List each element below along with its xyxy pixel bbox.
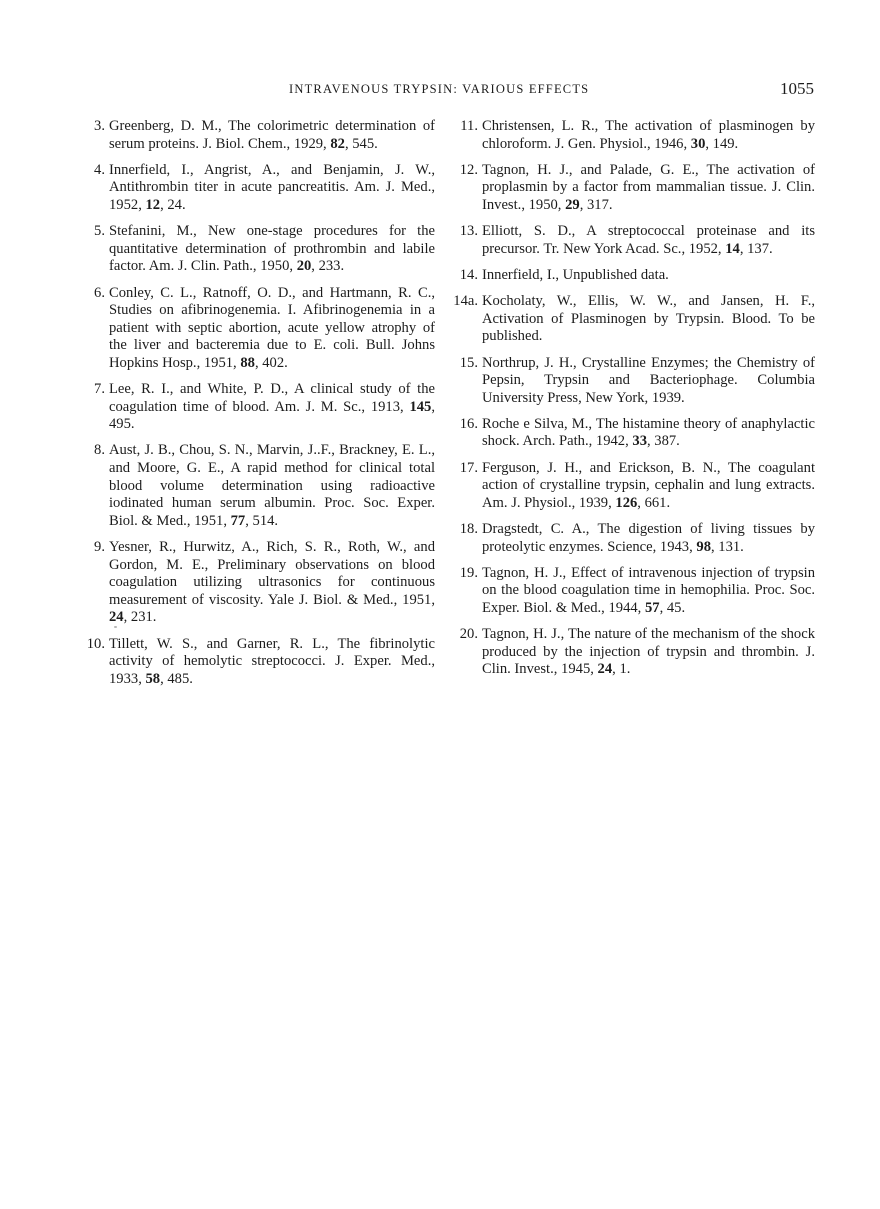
reference-number: 9 . [75, 539, 105, 557]
reference-item [75, 118, 435, 153]
reference-number: 17 . [448, 460, 478, 478]
reference-citation: Tillett, W. S., and Garner, R. L., The fibrinolytic activity of hemolytic streptococci. J. Exper. Med., 1933, [109, 635, 435, 687]
reference-number: 15 . [448, 355, 478, 373]
reference-item [448, 521, 815, 556]
reference-citation: Elliott, S. D., A streptococcal proteinase and its precursor. Tr. New York Acad. Sc., 1952, [482, 223, 815, 257]
reference-number: 12 . [448, 162, 478, 180]
reference-citation: Northrup, J. H., Crystalline Enzymes; the Chemistry of Pepsin, Trypsin and Bacteriophage. Columbia University Press, New York, 1939. [482, 354, 815, 406]
reference-number: 6 . [75, 285, 105, 303]
reference-volume: 24 [109, 609, 124, 626]
reference-number: 14a . [448, 293, 478, 311]
reference-pages: , 24. [160, 196, 186, 213]
reference-number: 3 . [75, 118, 105, 136]
reference-item [448, 267, 815, 285]
reference-volume: 77 [230, 512, 246, 529]
reference-text [109, 539, 435, 627]
reference-pages: , 402. [254, 354, 288, 371]
reference-pages: , 137. [739, 240, 773, 257]
reference-pages: , 45. [659, 600, 686, 616]
reference-number: 16 . [448, 416, 478, 434]
reference-volume: 98 [696, 538, 711, 555]
reference-item [448, 118, 815, 153]
reference-pages: , 149. [705, 135, 739, 152]
reference-item [448, 626, 815, 679]
reference-citation: Tagnon, H. J., and Palade, G. E., The activation of proplasmin by a factor from mammalian tissue. J. Clin. Invest., 1950, [482, 161, 815, 213]
reference-number: 13 . [448, 223, 478, 241]
reference-item [75, 442, 435, 530]
reference-citation: Stefanini, M., New one-stage procedures for the quantitative determination of prothrombin and labile factor. Am. J. Clin. Path., 1950, [109, 223, 435, 275]
reference-volume: 88 [240, 354, 255, 371]
reference-citation: Innerfield, I., Unpublished data. [482, 266, 669, 283]
reference-pages: , 131. [710, 538, 744, 555]
reference-number: 4 . [75, 162, 105, 180]
reference-volume: 14 [725, 240, 740, 257]
reference-text [109, 636, 435, 689]
reference-volume: 33 [632, 433, 647, 450]
reference-volume: 126 [615, 494, 638, 511]
reference-citation: Kocholaty, W., Ellis, W. W., and Jansen, H. F., Activation of Plasminogen by Trypsin. Blood. To be published. [482, 293, 815, 345]
reference-volume: 30 [690, 135, 706, 152]
reference-pages: , 661. [637, 494, 671, 511]
reference-volume: 145 [409, 398, 432, 415]
reference-volume: 12 [145, 196, 161, 213]
reference-volume: 20 [296, 258, 312, 275]
reference-citation: Greenberg, D. M., The colorimetric determination of serum proteins. J. Biol. Chem., 1929, [109, 118, 435, 152]
reference-pages: , 545. [344, 135, 378, 152]
reference-citation: Aust, J. B., Chou, S. N., Marvin, J..F., Brackney, E. L., and Moore, G. E., A rapid method for clinical total blood volume determination using radioactive iodinated human serum albumin. Proc. Soc. Exper. Biol. & Med., 1951, [109, 442, 435, 529]
scan-speck [114, 626, 117, 628]
reference-item [75, 223, 435, 276]
reference-volume: 58 [145, 670, 161, 687]
reference-citation: Yesner, R., Hurwitz, A., Rich, S. R., Roth, W., and Gordon, M. E., Preliminary observations on blood coagulation utilizing ultrasonics for continuous measurement of viscosity. Yale J. Biol. & Med., 1951, [109, 539, 435, 608]
reference-item [75, 636, 435, 689]
reference-item [75, 162, 435, 215]
reference-text [109, 118, 435, 153]
reference-number: 7 . [75, 381, 105, 399]
reference-text [482, 293, 815, 346]
reference-volume: 24 [597, 661, 613, 678]
reference-text [482, 416, 815, 451]
reference-text [482, 118, 815, 153]
page-header [0, 79, 880, 102]
reference-item [448, 565, 815, 618]
reference-text [482, 267, 815, 285]
reference-citation: Conley, C. L., Ratnoff, O. D., and Hartmann, R. C., Studies on afibrinogenemia. I. Afibrinogenemia in a patient with septic abortion, acute yellow atrophy of the liver and bacteremia due to E. coli. Bull. Johns Hopkins Hosp., 1951, [109, 284, 435, 371]
reference-text [109, 285, 435, 373]
reference-text [482, 521, 815, 556]
page-number: 1055 [780, 79, 814, 98]
reference-citation: Innerfield, I., Angrist, A., and Benjamin, J. W., Antithrombin titer in acute pancreatitis. Am. J. Med., 1952, [109, 161, 435, 213]
reference-item [448, 416, 815, 451]
reference-text [482, 223, 815, 258]
reference-number: 19 . [448, 565, 478, 583]
reference-pages: , 387. [646, 433, 680, 450]
references-right-column [448, 118, 815, 688]
reference-number: 8 . [75, 442, 105, 460]
reference-number: 18 . [448, 521, 478, 539]
reference-pages: , 1. [612, 661, 631, 678]
reference-volume: 57 [644, 600, 660, 616]
reference-citation: Christensen, L. R., The activation of plasminogen by chloroform. J. Gen. Physiol., 1946, [482, 118, 815, 152]
reference-text [482, 626, 815, 679]
reference-citation: Roche e Silva, M., The histamine theory of anaphylactic shock. Arch. Path., 1942, [482, 415, 815, 450]
reference-text [482, 460, 815, 513]
reference-citation: Ferguson, J. H., and Erickson, B. N., The coagulant action of crystalline trypsin, cephalin and lung extracts. Am. J. Physiol., 1939, [482, 459, 815, 511]
reference-item [448, 355, 815, 408]
reference-citation: Dragstedt, C. A., The digestion of living tissues by proteolytic enzymes. Science, 1943, [482, 521, 815, 555]
reference-pages: , 485. [160, 670, 193, 687]
reference-number: 14 . [448, 267, 478, 285]
reference-text [109, 442, 435, 530]
reference-item [448, 223, 815, 258]
reference-number: 11 . [448, 118, 478, 136]
reference-item [75, 381, 435, 434]
reference-item [448, 162, 815, 215]
reference-text [109, 223, 435, 276]
reference-text [482, 565, 815, 618]
reference-number: 10 . [75, 636, 105, 654]
reference-text [482, 355, 815, 408]
reference-citation: Tagnon, H. J., The nature of the mechanism of the shock produced by the injection of trypsin and thrombin. J. Clin. Invest., 1945, [482, 626, 815, 678]
reference-pages: , 514. [245, 512, 279, 529]
reference-volume: 82 [330, 135, 345, 152]
reference-item [75, 285, 435, 373]
reference-number: 5 . [75, 223, 105, 241]
references-left-column [75, 118, 435, 697]
reference-pages: , 231. [123, 609, 157, 626]
reference-citation: Lee, R. I., and White, P. D., A clinical study of the coagulation time of blood. Am. J. M. Sc., 1913, [109, 381, 435, 415]
reference-volume: 29 [565, 196, 580, 213]
reference-pages: , 317. [579, 196, 613, 213]
reference-number: 20 . [448, 626, 478, 644]
reference-text [109, 381, 435, 434]
reference-pages: , 233. [311, 258, 345, 275]
reference-text [482, 162, 815, 215]
reference-pages: , 495. [109, 398, 435, 433]
reference-citation: Tagnon, H. J., Effect of intravenous injection of trypsin on the blood coagulation time in hemophilia. Proc. Soc. Exper. Biol. & Med., 1944, [482, 564, 815, 616]
reference-text [109, 162, 435, 215]
reference-item [75, 539, 435, 627]
reference-item [448, 293, 815, 346]
running-title: INTRAVENOUS TRYPSIN: VARIOUS EFFECTS [289, 82, 590, 96]
reference-item [448, 460, 815, 513]
